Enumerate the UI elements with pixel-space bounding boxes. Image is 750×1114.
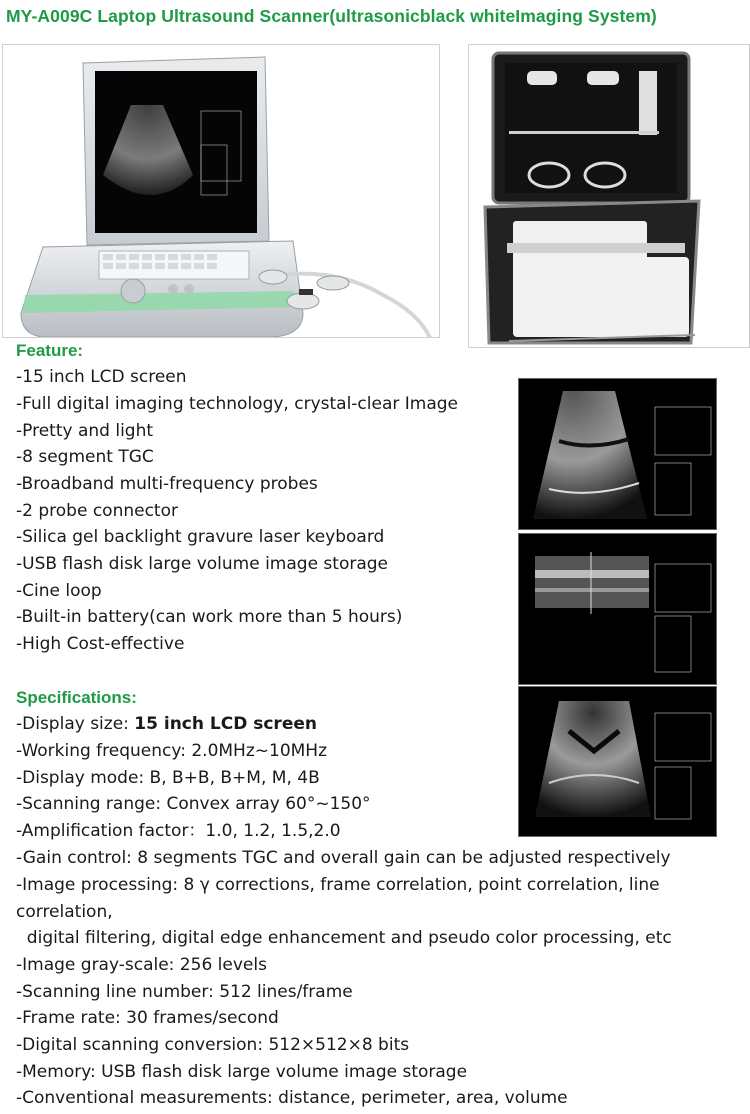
spec-value: 15 inch LCD screen xyxy=(134,714,317,734)
feature-item: -USB flash disk large volume image storage xyxy=(16,554,389,574)
laptop-illustration xyxy=(3,45,439,337)
spec-item: -Image gray-scale: 256 levels xyxy=(16,955,267,975)
spec-item: -Display mode: B, B+B, B+M, M, 4B xyxy=(16,768,320,788)
spec-label: -Display size: xyxy=(16,714,135,734)
spec-item: -Scanning range: Convex array 60°~150° xyxy=(16,794,371,814)
feature-heading: Feature: xyxy=(16,341,84,360)
case-illustration xyxy=(469,45,749,347)
spec-item: digital filtering, digital edge enhancement and pseudo color processing, etc xyxy=(16,928,672,948)
ultrasound-image-2 xyxy=(518,533,717,685)
feature-item: -Cine loop xyxy=(16,581,102,601)
specs-heading: Specifications: xyxy=(16,688,137,707)
spec-item: -Digital scanning conversion: 512×512×8 bits xyxy=(16,1035,410,1055)
feature-item: -15 inch LCD screen xyxy=(16,367,187,387)
spec-item: correlation, xyxy=(16,902,113,922)
feature-item: -Full digital imaging technology, crystal-clear Image xyxy=(16,394,459,414)
feature-item: -2 probe connector xyxy=(16,501,178,521)
spec-item: -Scanning line number: 512 lines/frame xyxy=(16,982,353,1002)
spec-item: -Working frequency: 2.0MHz~10MHz xyxy=(16,741,328,761)
page-title: MY-A009C Laptop Ultrasound Scanner(ultrasonicblack whiteImaging System) xyxy=(6,6,657,26)
feature-item: -Pretty and light xyxy=(16,421,154,441)
spec-item: -Conventional measurements: distance, perimeter, area, volume xyxy=(16,1088,568,1108)
ultrasound-image-3 xyxy=(518,686,717,837)
feature-item: -Built-in battery(can work more than 5 hours) xyxy=(16,607,403,627)
feature-item: -8 segment TGC xyxy=(16,447,154,467)
laptop-scanner-photo xyxy=(2,44,440,338)
spec-item: -Memory: USB flash disk large volume image storage xyxy=(16,1062,468,1082)
ultrasound-image-1 xyxy=(518,378,717,530)
feature-item: -High Cost-effective xyxy=(16,634,185,654)
spec-item: -Gain control: 8 segments TGC and overall gain can be adjusted respectively xyxy=(16,848,671,868)
feature-item: -Silica gel backlight gravure laser keyboard xyxy=(16,527,385,547)
carry-case-photo xyxy=(468,44,750,348)
spec-item: -Image processing: 8 γ corrections, frame correlation, point correlation, line xyxy=(16,875,660,895)
feature-item: -Broadband multi-frequency probes xyxy=(16,474,318,494)
spec-display-size xyxy=(16,714,317,734)
spec-item: -Frame rate: 30 frames/second xyxy=(16,1008,279,1028)
spec-item: -Amplification factor：1.0, 1.2, 1.5,2.0 xyxy=(16,821,341,841)
